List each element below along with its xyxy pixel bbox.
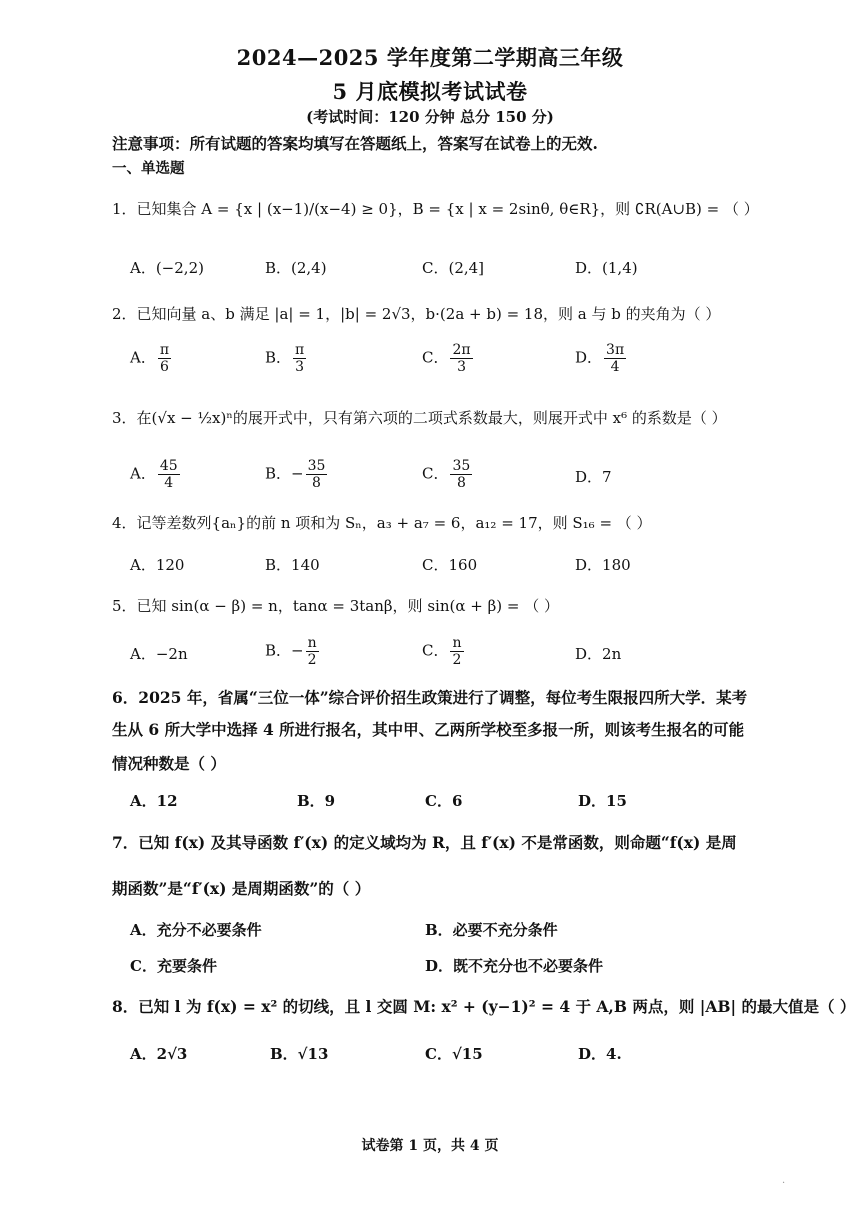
question-2-option-d (575, 342, 628, 375)
question-6-line-2: 生从 6 所大学中选择 4 所进行报名，其中甲、乙两所学校至多报一所，则该考生报名的可能 (112, 720, 745, 739)
question-3-option-c (422, 458, 474, 491)
binomial-expression: (√x − ½x)ⁿ (151, 409, 233, 427)
question-4-option-d: D．180 (575, 556, 631, 574)
question-6-option-d: D．15 (578, 792, 627, 810)
question-1-option-a: A．(−2,2) (130, 259, 204, 277)
option-label: B．− (265, 641, 304, 660)
question-1-option-b: B．(2,4) (265, 259, 327, 277)
question-2-option-a (130, 342, 173, 375)
fraction: $\frac{2\pi}{3}$ (452, 342, 471, 376)
question-1-text: 1．已知集合 A = {x | (x−1)/(x−4) ≥ 0}，B = {x | x = 2sinθ, θ∈R}，则 ∁R(A∪B) = （ ） (112, 200, 759, 218)
question-7-option-a: A．充分不必要条件 (130, 921, 262, 939)
question-6-option-a: A．12 (130, 792, 178, 810)
fraction: $\frac{\pi}{6}$ (159, 342, 170, 376)
question-8-text: 8．已知 l 为 f(x) = x² 的切线，且 l 交圆 M: x² + (y−1)² = 4 于 A,B 两点，则 |AB| 的最大值是（ ） (112, 997, 856, 1016)
question-4-option-b: B．140 (265, 556, 320, 574)
option-label: C． (422, 348, 449, 367)
question-6-line-1: 6．2025 年，省属“三位一体”综合评价招生政策进行了调整，每位考生限报四所大学．某考 (112, 688, 748, 707)
question-1-option-d: D．(1,4) (575, 259, 638, 277)
question-3-option-d: D．7 (575, 468, 612, 486)
notice: 注意事项：所有试题的答案均填写在答题纸上，答案写在试卷上的无效. (112, 134, 598, 153)
question-3-text: 3．在(√x − ½x)ⁿ的展开式中，只有第六项的二项式系数最大，则展开式中 x⁶ 的系数是（ ） (112, 409, 727, 427)
question-4-option-a: A．120 (130, 556, 185, 574)
option-label: B． (265, 348, 292, 367)
question-7-line-1: 7．已知 f(x) 及其导函数 f′(x) 的定义域均为 R，且 f′(x) 不是常函数，则命题“f(x) 是周 (112, 833, 737, 852)
fraction: $\frac{35}{8}$ (452, 458, 471, 492)
question-8-option-a: A．2√3 (130, 1045, 188, 1063)
question-4-text: 4．记等差数列{aₙ}的前 n 项和为 Sₙ，a₃ + a₇ = 6，a₁₂ = 17，则 S₁₆ = （ ） (112, 514, 652, 532)
question-3-option-a (130, 458, 182, 491)
section-title: 一、单选题 (112, 160, 185, 177)
fraction: $\frac{n}{2}$ (452, 635, 462, 669)
option-label: A． (130, 348, 156, 367)
fraction: $\frac{n}{2}$ (307, 635, 317, 669)
question-1-option-c: C．(2,4] (422, 259, 485, 277)
question-8-option-b: B．√13 (270, 1045, 329, 1063)
question-7-option-c: C．充要条件 (130, 957, 217, 975)
question-7-option-b: B．必要不充分条件 (425, 921, 558, 939)
option-label: B．− (265, 464, 304, 483)
question-5-option-b (265, 635, 321, 668)
question-7-option-d: D．既不充分也不必要条件 (425, 957, 604, 975)
exam-info: (考试时间：120 分钟 总分 150 分) (306, 108, 554, 126)
option-label: A． (130, 464, 156, 483)
question-6-option-b: B．9 (297, 792, 336, 810)
question-6-line-3: 情况种数是（ ） (112, 754, 226, 773)
question-7-line-2: 期函数”是“f′(x) 是周期函数”的（ ） (112, 879, 371, 898)
question-6-option-c: C．6 (425, 792, 463, 810)
fraction: $\frac{3\pi}{4}$ (606, 342, 625, 376)
question-5-option-a: A．−2n (130, 645, 188, 663)
question-2-option-c (422, 342, 475, 375)
question-3-option-b (265, 458, 329, 491)
question-5-text: 5．已知 sin(α − β) = n，tanα = 3tanβ，则 sin(α + β) = （ ） (112, 597, 559, 615)
page-footer: 试卷第 1 页，共 4 页 (361, 1138, 499, 1154)
question-5-option-c (422, 635, 466, 668)
question-8-option-d: D．4. (578, 1045, 622, 1063)
option-label: C． (422, 464, 449, 483)
fraction: $\frac{\pi}{3}$ (295, 342, 305, 376)
fraction: $\frac{45}{4}$ (159, 458, 178, 492)
option-label: C． (422, 641, 449, 660)
question-2-text: 2．已知向量 a、b 满足 |a| = 1，|b| = 2√3，b·(2a + b) = 18，则 a 与 b 的夹角为（ ） (112, 305, 721, 323)
scan-speck: · (782, 1178, 786, 1189)
question-4-option-c: C．160 (422, 556, 478, 574)
question-2-option-b (265, 342, 308, 375)
question-5-option-d: D．2n (575, 645, 622, 663)
exam-title-line1: 2024—2025 学年度第二学期高三年级 (236, 45, 624, 70)
question-8-option-c: C．√15 (425, 1045, 483, 1063)
exam-title-line2: 5 月底模拟考试试卷 (332, 79, 528, 104)
option-label: D． (575, 348, 603, 367)
fraction: $\frac{35}{8}$ (307, 458, 326, 492)
